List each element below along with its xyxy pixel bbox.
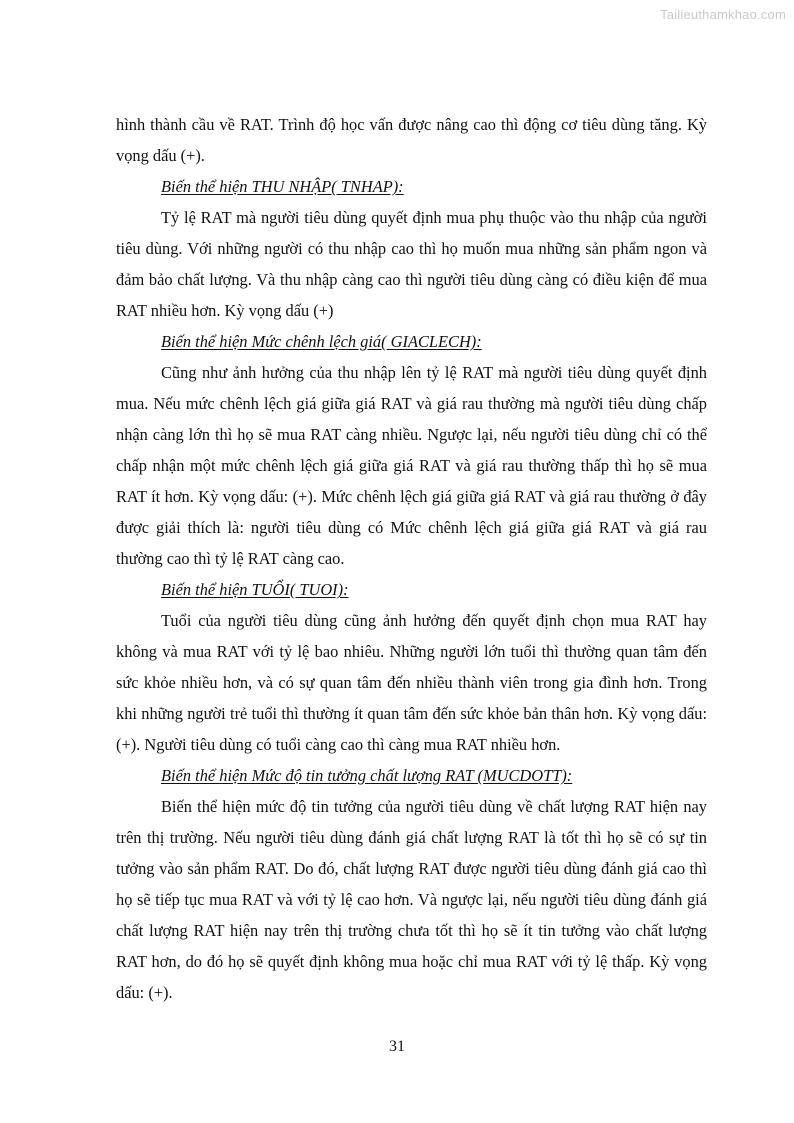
heading-income-variable: Biến thể hiện THU NHẬP( TNHAP):	[161, 177, 404, 196]
paragraph-income: Tỷ lệ RAT mà người tiêu dùng quyết định mua phụ thuộc vào thu nhập của người tiêu dùng. Với những người có thu nhập cao thì họ muốn mua những sản phẩm ngon và đảm bảo chất lượng. Và thu nhập càng cao thì người tiêu dùng càng có điều kiện để mua RAT nhiều hơn. Kỳ vọng dấu (+)	[116, 208, 707, 320]
paragraph-price-difference: Cũng như ảnh hưởng của thu nhập lên tỷ lệ RAT mà người tiêu dùng quyết định mua. Nếu mức chênh lệch giá giữa giá RAT và giá rau thường mà người tiêu dùng chấp nhận càng lớn thì họ sẽ mua RAT càng nhiều. Ngược lại, nếu người tiêu dùng chỉ có thể chấp nhận một mức chênh lệch giá giữa giá RAT và giá rau thường thấp thì họ sẽ mua RAT ít hơn. Kỳ vọng dấu: (+). Mức chênh lệch giá giữa giá RAT và giá rau thường ở đây được giải thích là: người tiêu dùng có Mức chênh lệch giá giữa giá RAT và giá rau thường cao thì tỷ lệ RAT càng cao.	[116, 363, 707, 568]
heading-trust-variable: Biến thể hiện Mức độ tin tưởng chất lượng RAT (MUCDOTT):	[161, 766, 573, 785]
watermark-text: Tailieuthamkhao.com	[660, 7, 786, 22]
heading-age-variable: Biến thể hiện TUỔI( TUOI):	[161, 580, 349, 599]
paragraph-trust: Biến thể hiện mức độ tin tưởng của người tiêu dùng về chất lượng RAT hiện nay trên thị trường. Nếu người tiêu dùng đánh giá chất lượng RAT là tốt thì họ sẽ có sự tin tưởng vào sản phẩm RAT. Do đó, chất lượng RAT được người tiêu dùng đánh giá cao thì họ sẽ tiếp tục mua RAT và với tỷ lệ cao hơn. Và ngược lại, nếu người tiêu dùng đánh giá chất lượng RAT hiện nay trên thị trường chưa tốt thì họ sẽ ít tin tưởng vào chất lượng RAT hơn, do đó họ sẽ quyết định không mua hoặc chỉ mua RAT với tỷ lệ thấp. Kỳ vọng dấu: (+).	[116, 797, 707, 1002]
document-body	[116, 109, 707, 1008]
paragraph-age: Tuổi của người tiêu dùng cũng ảnh hưởng đến quyết định chọn mua RAT hay không và mua RAT với tỷ lệ bao nhiêu. Những người lớn tuổi thì thường quan tâm đến sức khỏe nhiều hơn, và có sự quan tâm đến nhiều thành viên trong gia đình hơn. Trong khi những người trẻ tuổi thì thường ít quan tâm đến sức khỏe bản thân hơn. Kỳ vọng dấu: (+). Người tiêu dùng có tuổi càng cao thì càng mua RAT nhiều hơn.	[116, 611, 707, 754]
paragraph-intro-continuation: hình thành cầu về RAT. Trình độ học vấn được nâng cao thì động cơ tiêu dùng tăng. Kỳ vọng dấu (+).	[116, 115, 707, 165]
page-number: 31	[389, 1038, 405, 1055]
heading-price-difference-variable: Biến thể hiện Mức chênh lệch giá( GIACLECH):	[161, 332, 482, 351]
